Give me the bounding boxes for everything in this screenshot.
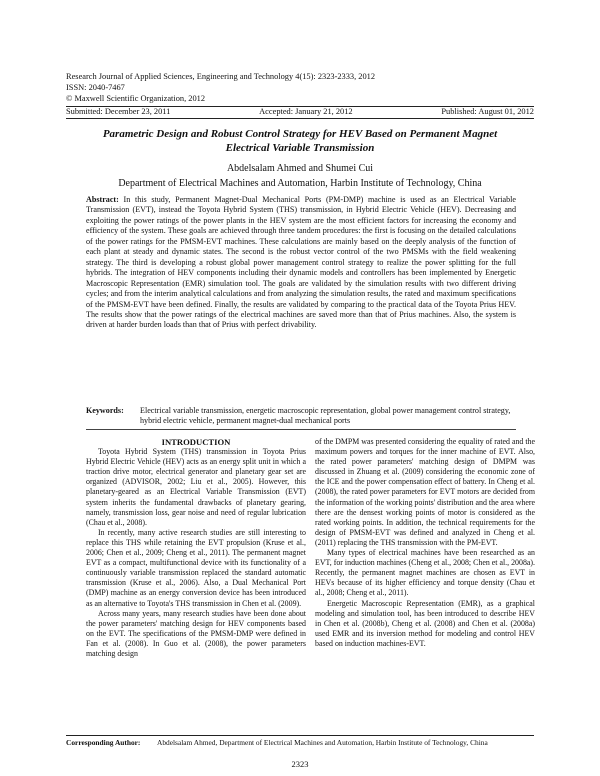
intro-paragraph-2: In recently, many active research studies are still interesting to replace this THS while retaining the EVT propulsion (Kruse et al., 2006; Chen et al., 2009; Cheng et al., 2011). The permanent magnet EVT as a compact, multifunctional device with its functionality of a continuously variable transmission replaced the standard automatic transmission (Kruse et al., 2006). Also, a Dual Mechanical Port (DMP) machine as an energy conversion device has been introduced as an alternative to Toyota's THS transmission in Chen et al. (2009). xyxy=(86,527,306,608)
accepted-date: Accepted: January 21, 2012 xyxy=(259,107,353,116)
intro-paragraph-5: Many types of electrical machines have been researched as an EVT, for induction machines (Cheng et al., 2008; Chen et al., 2008a). Recently, the permanent magnet machines are chosen as EVT in HEVs because of its higher efficiency and torque density (Chau et al., 2008; Cheng et al., 2011). xyxy=(315,548,535,598)
introduction-heading: INTRODUCTION xyxy=(161,437,231,447)
dates-row xyxy=(66,107,534,116)
corresponding-author xyxy=(66,738,534,748)
copyright: © Maxwell Scientific Organization, 2012 xyxy=(66,94,206,103)
page-number: 2323 xyxy=(291,759,309,769)
corresponding-text: Abdelsalam Ahmed, Department of Electrical Machines and Automation, Harbin Institute of Technology, China xyxy=(157,738,488,747)
keywords xyxy=(86,406,516,427)
footnote-rule xyxy=(66,735,534,736)
issn: ISSN: 2040-7467 xyxy=(66,83,125,92)
intro-paragraph-3: Across many years, many research studies have been done about the power parameters' matching design for HEV components based on the EVT. The specifications of the PMSM-DMP were defined in Fan et al. (2008). In Guo et al. (2008), the power parameters matching design xyxy=(86,608,306,658)
abstract-text: In this study, Permanent Magnet-Dual Mechanical Ports (PM-DMP) machine is used as an Electrical Variable Transmission (EVT), instead the Toyota Hybrid System (THS) transmission, in Hybrid Electric Vehicle (HEV). Decreasing and exploiting the power ratings of the power plants in the HEV system are the most efficient factors for increasing the economy and efficiency of the system. These goals are achieved through three tandem procedures: the first is focusing on the detailed calculations of the power ratings for the PMSM-EVT machines. These calculations are mainly based on the deeply analysis of the function of each plant at steady and dynamic states. The second is the robust vector control of the two PMSMs with the field weakening strategy. The third is developing a robust global power management control strategy to realize the power splitting for the full hybrids. The integration of HEV components including their dynamic models and controllers has been implemented by Energetic Macroscopic Representation (EMR) simulation tool. The goals are validated by the simulation results with two different driving cycles; and from the interim analytical calculations and from analyzing the simulation results, the rated and maximum specifications of the PMSM-EVT have been defined. Finally, the results are validated by comparing to the practical data of the Toyota Prius HEV. The results show that the power ratings of the electrical machines are saved more than that of Prius machines. Also, the system is driven at harder burden loads than that of Prius with perfect drivability. xyxy=(86,195,517,330)
keywords-rule xyxy=(86,429,516,430)
right-column xyxy=(315,437,535,649)
intro-paragraph-6: Energetic Macroscopic Representation (EMR), as a graphical modeling and simulation tool, has been introduced to describe HEV in Chen et al. (2008b), Cheng et al. (2008) and Chen et al. (2008a) used EMR and its inversion method for modeling and control HEV based on induction machines-EVT. xyxy=(315,598,535,648)
corresponding-label: Corresponding Author: xyxy=(66,738,141,747)
header-bottom-rule xyxy=(66,118,534,119)
paper-title: Parametric Design and Robust Control Strategy for HEV Based on Permanent Magnet Electrical Variable Transmission xyxy=(102,128,498,154)
intro-paragraph-1: Toyota Hybrid System (THS) transmission in Toyota Prius Hybrid Electric Vehicle (HEV) acts as an energy split unit in which a traction drive motor, electrical generator and planetary gear set are organized (ADVISOR, 2002; Liu et al., 2005). However, this planetary-geared as an Electrical Variable Transmission (EVT) system inherits the fundamental drawbacks of planetary gearing, namely, transmission loss, gear noise and need of regular lubrication (Chau et al., 2008). xyxy=(86,447,306,527)
abstract xyxy=(86,195,516,331)
left-column xyxy=(86,437,306,659)
keywords-text: Electrical variable transmission, energetic macroscopic representation, global power management control strategy, hybrid electric vehicle, permanent magnet-dual mechanical ports xyxy=(140,406,511,426)
keywords-label: Keywords: xyxy=(86,406,124,415)
intro-paragraph-4: of the DMPM was presented considering the equality of rated and the maximum powers and torques for the inner machine of EVT. Also, the rated power parameters' matching design of DMPM was discussed in Zhuang et al. (2009) considering the economic zone of the ICE and the power compensation effect of battery. In Cheng et al. (2008), the rated power parameters for EVT motors are decided from the information of the working points' distribution and the area where there are the densest working points of motor is considered as the rated working points. In addition, the technical requirements for the design of PMSM-EVT was defined and analyzed in Cheng et al. (2011) replacing the THS transmission with the PM-EVT. xyxy=(315,437,535,547)
affiliation: Department of Electrical Machines and Automation, Harbin Institute of Technology, China xyxy=(118,178,482,189)
submitted-date: Submitted: December 23, 2011 xyxy=(66,107,171,116)
abstract-label: Abstract: xyxy=(86,195,119,204)
authors: Abdelsalam Ahmed and Shumei Cui xyxy=(226,163,374,174)
published-date: Published: August 01, 2012 xyxy=(441,107,534,116)
journal-citation: Research Journal of Applied Sciences, Engineering and Technology 4(15): 2323-2333, 2012 xyxy=(66,72,376,81)
